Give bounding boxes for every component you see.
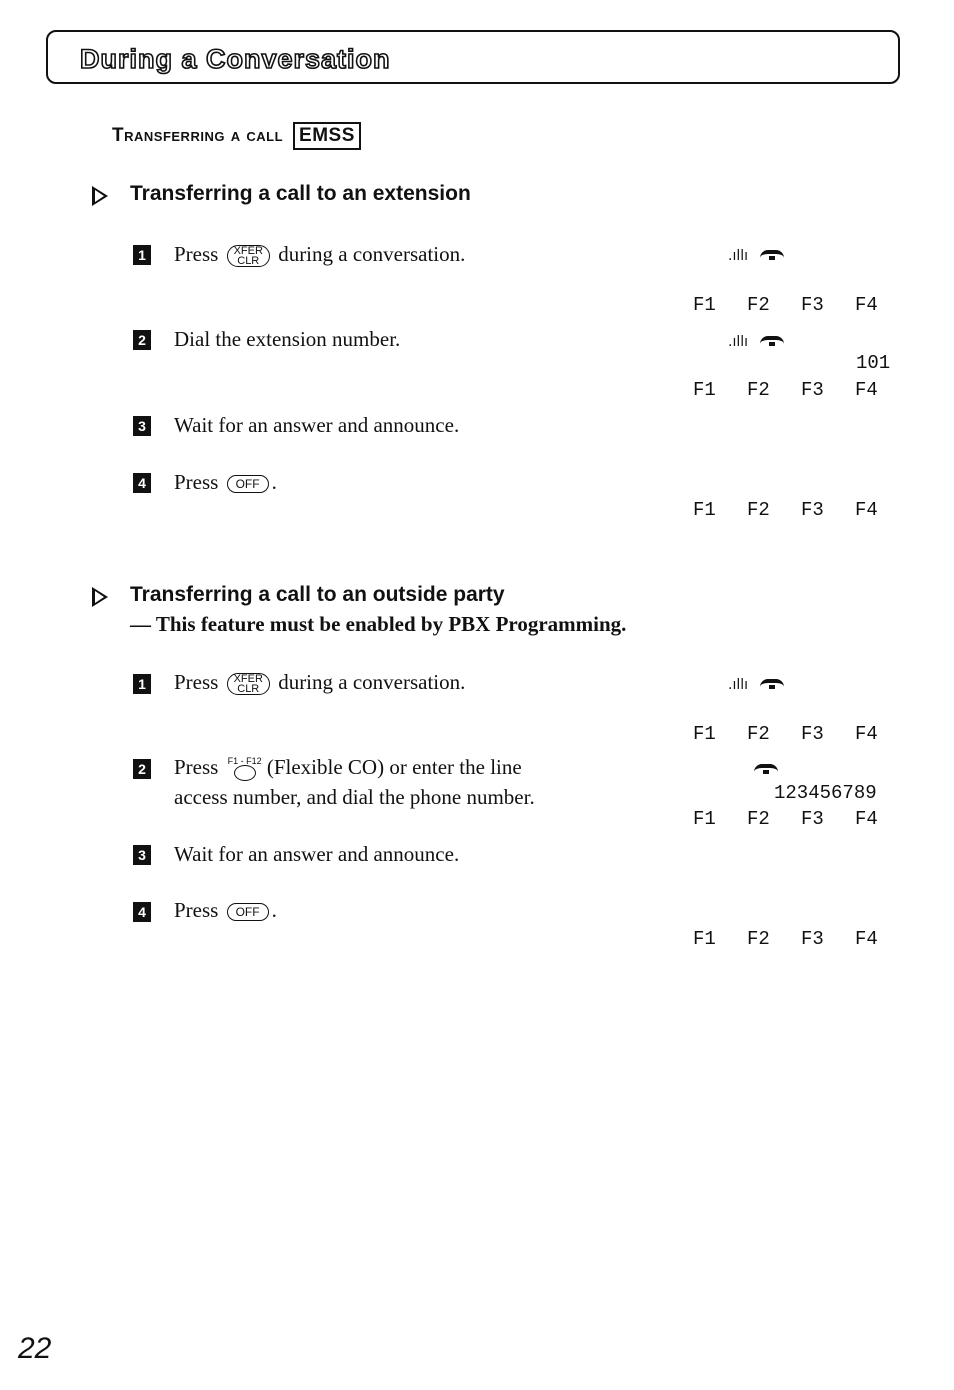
off-key-icon: OFF bbox=[227, 903, 269, 921]
handset-icon bbox=[760, 679, 784, 691]
extension-title: Transferring a call to an extension bbox=[130, 182, 471, 205]
ringing-icon: .ıllı bbox=[728, 248, 784, 264]
extension-step-3: Wait for an answer and announce. bbox=[174, 413, 460, 437]
outside-step-2-line2: access number, and dial the phone number. bbox=[174, 785, 535, 809]
handset-icon bbox=[760, 250, 784, 262]
outside-step-3: Wait for an answer and announce. bbox=[174, 842, 460, 866]
xfer-clr-key-icon: XFER CLR bbox=[227, 245, 270, 267]
outside-step-2: Press F1 - F12 (Flexible CO) or enter the line bbox=[174, 753, 522, 781]
handset-icon bbox=[754, 764, 778, 776]
fkey-row: F1 F2 F3 F4 bbox=[693, 928, 878, 950]
step-number: 4 bbox=[133, 473, 151, 493]
fkey-row: F1 F2 F3 F4 bbox=[693, 808, 878, 830]
handset-icon bbox=[760, 336, 784, 348]
flexible-co-key-icon: F1 - F12 bbox=[230, 757, 256, 781]
emss-badge: EMSS bbox=[293, 122, 361, 150]
extension-step-4: Press OFF . bbox=[174, 470, 277, 494]
step-number: 1 bbox=[133, 674, 151, 694]
outside-step-4: Press OFF . bbox=[174, 898, 277, 922]
display-number: 123456789 bbox=[774, 782, 877, 804]
fkey-row: F1 F2 F3 F4 bbox=[693, 499, 878, 521]
pbx-note: — This feature must be enabled by PBX Programming. bbox=[130, 612, 627, 636]
step-number: 3 bbox=[133, 845, 151, 865]
fkey-row: F1 F2 F3 F4 bbox=[693, 379, 878, 401]
step-number: 2 bbox=[133, 330, 151, 350]
fkey-row: F1 F2 F3 F4 bbox=[693, 294, 878, 316]
section-title-text: Transferring a call bbox=[112, 125, 284, 146]
xfer-clr-key-icon: XFER CLR bbox=[227, 673, 270, 695]
display-number: 101 bbox=[856, 352, 891, 374]
page-title: During a Conversation bbox=[80, 44, 391, 74]
step-number: 1 bbox=[133, 245, 151, 265]
fkey-row: F1 F2 F3 F4 bbox=[693, 723, 878, 745]
step-number: 3 bbox=[133, 416, 151, 436]
extension-step-2: Dial the extension number. bbox=[174, 327, 401, 351]
outside-title: Transferring a call to an outside party bbox=[130, 583, 505, 606]
off-key-icon: OFF bbox=[227, 475, 269, 493]
step-number: 2 bbox=[133, 759, 151, 779]
triangle-marker-icon bbox=[92, 186, 108, 206]
handset-icon-solo bbox=[754, 762, 778, 778]
section-title bbox=[112, 122, 361, 150]
ringing-icon: .ıllı bbox=[728, 677, 784, 693]
step-number: 4 bbox=[133, 902, 151, 922]
page-number: 22 bbox=[18, 1332, 52, 1365]
ringing-icon: .ıllı bbox=[728, 334, 784, 350]
extension-step-1: Press XFER CLR during a conversation. bbox=[174, 242, 466, 268]
triangle-marker-icon bbox=[92, 587, 108, 607]
outside-step-1: Press XFER CLR during a conversation. bbox=[174, 670, 466, 696]
